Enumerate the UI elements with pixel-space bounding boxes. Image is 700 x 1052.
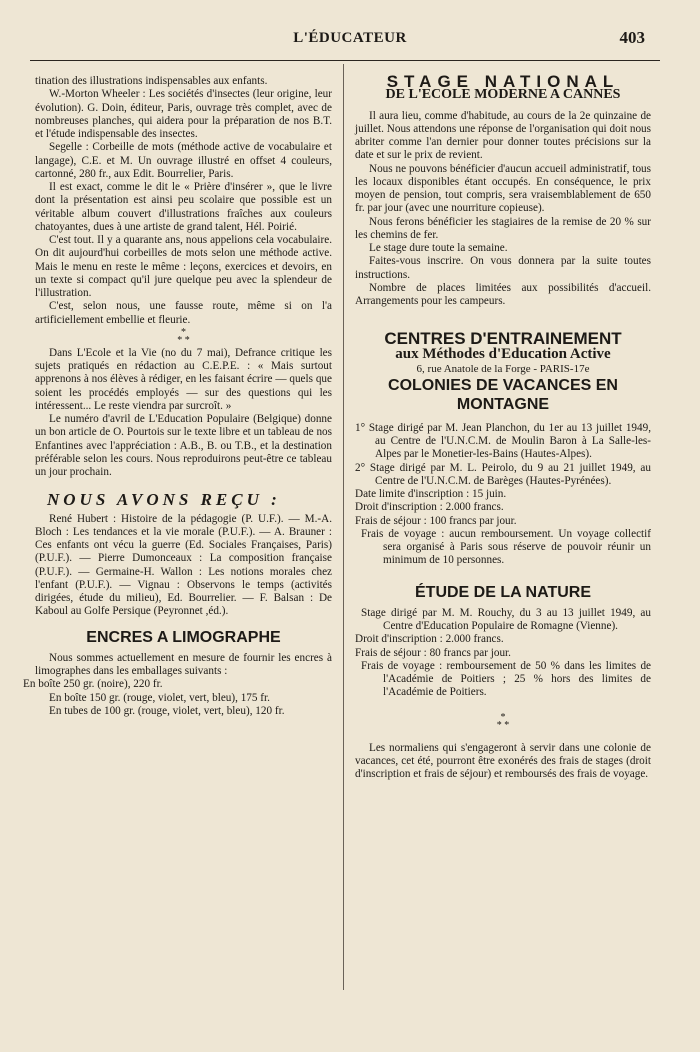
list-item: En boîte 250 gr. (noire), 220 fr.: [23, 678, 163, 691]
info-line: Frais de séjour : 80 francs par jour.: [355, 646, 511, 659]
paragraph: Nous sommes actuellement en mesure de fournir les encres à limographes dans les emballages suivants :: [35, 651, 332, 677]
section-heading-recu: NOUS AVONS REÇU :: [47, 490, 281, 510]
section-heading-centres: CENTRES D'ENTRAINEMENT: [384, 329, 622, 349]
paragraph: W.-Morton Wheeler : Les sociétés d'insectes (leur origine, leur évolution). G. Doin, éditeur, Paris, ouvrage très complet, avec de nombreuses planches, qui aidera pour la préparation de nos B.T. et l'étude indispensable des insectes.: [35, 88, 332, 140]
separator-stars: * * *: [177, 326, 190, 346]
info-line: Frais de voyage : aucun remboursement. Un voyage collectif sera organisé à Paris sous réserve de pouvoir réunir un minimum de 10 personnes.: [361, 527, 651, 567]
section-heading-stage: STAGE NATIONAL: [386, 72, 620, 91]
right-column: [355, 72, 651, 781]
section-heading-colonies: COLONIES DE VACANCES EN MONTAGNE: [388, 376, 618, 413]
list-item: 1° Stage dirigé par M. Jean Planchon, du 1er au 13 juillet 1949, au Centre de l'U.N.C.M. de Moulin Baron à La Salle-les-Alpes par le Monetier-les-Bains (Hautes-Alpes).: [355, 421, 651, 461]
section-subheading-methodes: aux Méthodes d'Education Active: [395, 345, 611, 362]
paragraph: Faites-vous inscrire. On vous donnera par la suite toutes instructions.: [355, 255, 651, 281]
paragraph: Il aura lieu, comme d'habitude, au cours de la 2e quinzaine de juillet. Nous attendons une réponse de l'organisation qui doit nous abriter comme l'an dernier pour donner toutes précisions sur la date et sur le prix de revient.: [355, 109, 651, 162]
list-item: En boîte 150 gr. (rouge, violet, vert, bleu), 175 fr.: [49, 691, 270, 704]
info-line: Droit d'inscription : 2.000 francs.: [355, 633, 504, 646]
paragraph: Nous ne pouvons bénéficier d'aucun accueil administratif, tous les locaux disponibles étant occupés. En conséquence, le prix moyen de pension, tout compris, sera vraisemblablement de 650 fr. par jour (avec une nourriture copieuse).: [355, 162, 651, 215]
paragraph: Nous ferons bénéficier les stagiaires de la remise de 20 % sur les chemins de fer.: [355, 215, 651, 241]
column-divider: [343, 64, 344, 990]
paragraph: C'est tout. Il y a quarante ans, nous appelions cela vocabulaire. On dit aujourd'hui corbeilles de mots selon une méthode active. Mais le menu en reste le même : leçons, exercices et devoirs, en un texte si compact qu'il jure quelque peu avec la splendeur de l'illustration.: [35, 234, 332, 299]
left-column: [23, 75, 332, 718]
paragraph: Segelle : Corbeille de mots (méthode active de vocabulaire et langage), C.E. et M. Un ouvrage illustré en offset 4 couleurs, cartonné, 280 fr., aux Edit. Bourrelier, Paris.: [35, 141, 332, 180]
page-number: 403: [619, 28, 645, 47]
paragraph: tination des illustrations indispensables aux enfants.: [35, 75, 268, 87]
address: 6, rue Anatole de la Forge - PARIS-17e: [416, 362, 590, 375]
section-heading-encres: ENCRES A LIMOGRAPHE: [86, 628, 281, 646]
paragraph: Nombre de places limitées aux possibilités d'accueil. Arrangements pour les campeurs.: [355, 281, 651, 307]
info-line: Frais de voyage : remboursement de 50 % dans les limites de l'Académie de Poitiers ; 25 % hors des limites de l'Académie de Poitiers.: [361, 659, 651, 699]
section-subheading-stage: DE L'ECOLE MODERNE A CANNES: [385, 87, 621, 103]
info-line: Stage dirigé par M. M. Rouchy, du 3 au 13 juillet 1949, au Centre d'Education Populaire de Romagne (Vienne).: [361, 606, 651, 632]
list-item: 2° Stage dirigé par M. L. Peirolo, du 9 au 21 juillet 1949, au Centre de l'U.N.C.M. de Barèges (Hautes-Pyrénées).: [355, 461, 651, 487]
info-line: Droit d'inscription : 2.000 francs.: [355, 501, 504, 514]
paragraph: Il est exact, comme le dit le « Prière d'insérer », que le livre dont la présentation est ainsi peu scolaire que possible est un véritable album couvert d'illustrations fraîches aux couleurs chatoyantes, dues à une artiste de grand talent, Hél. Poirié.: [35, 181, 332, 233]
running-head: [0, 30, 700, 52]
paragraph: Le stage dure toute la semaine.: [369, 242, 508, 254]
journal-title: L'ÉDUCATEUR: [293, 30, 407, 46]
separator-stars: * * *: [496, 711, 510, 731]
paragraph: Dans L'Ecole et la Vie (no du 7 mai), Defrance critique les sujets pratiqués en rédaction au C.E.P.E. : « Mais surtout apprenons à nos élèves à rédiger, en les faisant écrire — quels que soient les procédés employés — sur des questions qui les intéressent... Le reste viendra par surcroît. »: [35, 346, 332, 412]
info-line: Frais de séjour : 100 francs par jour.: [355, 514, 517, 527]
list-item: En tubes de 100 gr. (rouge, violet, vert, bleu), 120 fr.: [49, 704, 285, 717]
header-rule: [30, 60, 660, 61]
section-heading-etude: ÉTUDE DE LA NATURE: [415, 583, 591, 601]
paragraph: Les normaliens qui s'engageront à servir dans une colonie de vacances, cet été, pourront être exonérés des frais de stages (droit d'inscription et frais de séjour) et remboursés des frais de voyage.: [355, 741, 651, 780]
paragraph: C'est, selon nous, une fausse route, même si on l'a artificiellement embellie et fleurie.: [35, 300, 332, 326]
paragraph: René Hubert : Histoire de la pédagogie (P. U.F.). — M.-A. Bloch : Les tendances et la vie morale (P.U.F.). — A. Brauner : Ces enfants ont vécu la guerre (Ed. Sociales Françaises, Paris) (P.U.F.). — Pierre Dumonceaux : La composition française (P.U.F.). — Germaine-H. Wallon : Les notions morales chez l'enfant (P.U.F.). — Vignau : Observons le temps (activités dirigées, étude du milieu), Ed. Bourrelier. — F. Balsan : De Kaboul au Golfe Persique (Peyronnet ,éd.).: [35, 512, 332, 618]
paragraph: Le numéro d'avril de L'Education Populaire (Belgique) donne un bon article de O. Pourtois sur le texte libre et un tableau de nos Enfantines avec l'appréciation : A.B., B. ou T.B., et la destination préférable selon les cours. Nous reproduirons peut-être ce tableau un jour prochain.: [35, 413, 332, 478]
info-line: Date limite d'inscription : 15 juin.: [355, 488, 507, 500]
